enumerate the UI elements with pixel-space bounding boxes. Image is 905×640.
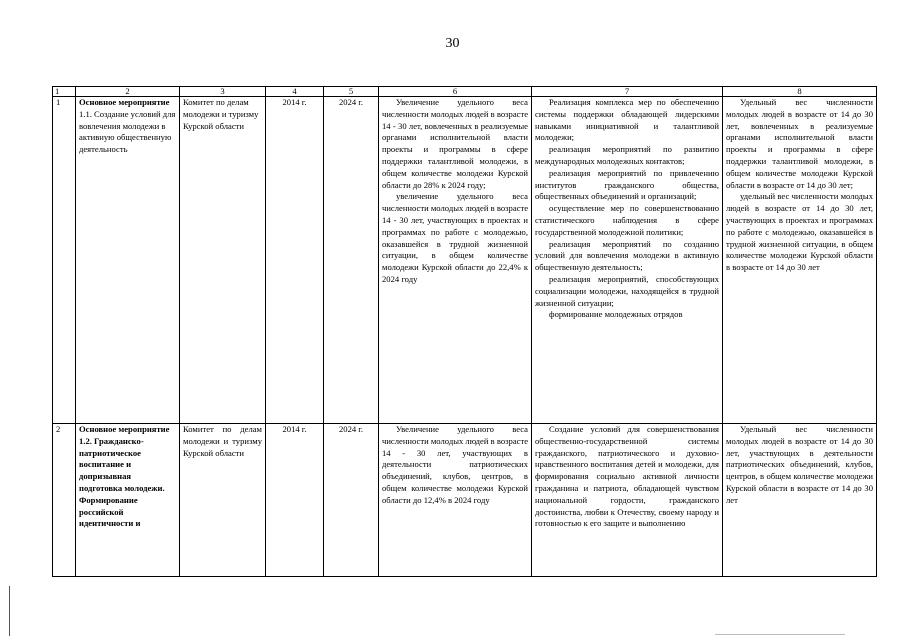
table-row: [53, 97, 877, 424]
indicator-paragraph: Удельный вес численности молодых людей в возрасте от 14 до 30 лет, участвующих в деятельности патриотических объединений, клубов, центров, в общем количестве молодежи Курской области в возрасте от 14 до 30 лет: [726, 424, 873, 505]
header-cell-2: 2: [76, 87, 180, 97]
activities-table: [52, 86, 877, 577]
header-cell-5: 5: [324, 87, 379, 97]
header-cell-6: 6: [379, 87, 532, 97]
start-year: 2014 г.: [266, 97, 324, 424]
activity-name-bold: Основное мероприятие: [79, 424, 170, 434]
direction-paragraph: Создание условий для совершенствования общественно-государственной системы гражданского, патриотического и духовно-нравственного воспитания детей и молодежи, для формирования социально активной личности гражданина и патриота, обладающей чувством национальной гордости, гражданского достоинства, любви к Отечеству, своему народу и готовностью к его защите и выполнению: [535, 424, 719, 529]
direction-paragraph: реализация мероприятий, способствующих социализации молодежи, находящейся в трудной жизненной ситуации;: [535, 273, 719, 308]
scan-margin-line: [9, 586, 10, 636]
indicators: [723, 424, 877, 577]
executor: Комитет по делам молодежи и туризму Курской области: [180, 97, 266, 424]
start-year: 2014 г.: [266, 424, 324, 577]
result-paragraph: Увеличение удельного веса численности молодых людей в возрасте 14 - 30 лет, вовлеченных в реализуемые органами исполнительной власти проекты и программы в сфере поддержки талантливой молодежи, в общем количестве молодежи Курской области до 28% к 2024 году;: [382, 97, 529, 190]
end-year: 2024 г.: [324, 97, 379, 424]
indicators: [723, 97, 877, 424]
result-paragraph: увеличение удельного веса численности молодых людей в возрасте 14 - 30 лет, участвующих в проектах и программах по работе с молодежью, оказавшейся в трудной жизненной ситуации, в общем количестве молодежи Курской области до 22,4% к 2024 году: [382, 191, 529, 284]
activity-name-text: 1.2. Гражданско-патриотическое воспитание и допризывная подготовка молодежи. Формирование российской идентичности и: [79, 435, 165, 529]
direction-paragraph: реализация мероприятий по созданию условий для вовлечения молодежи в активную общественную деятельность;: [535, 238, 719, 273]
header-cell-1: 1: [53, 87, 76, 97]
direction-paragraph: осуществление мер по совершенствованию статистического наблюдения в сфере государственной молодежной политики;: [535, 203, 719, 237]
activity-name-text: 1.1. Создание условий для вовлечения молодежи в активную общественную деятельность: [79, 108, 176, 155]
activity-name: [76, 424, 180, 577]
activity-name: [76, 97, 180, 424]
direction-paragraph: реализация мероприятий по привлечению институтов гражданского общества, общественных объединений и организаций;: [535, 167, 719, 202]
activity-name-bold: Основное мероприятие: [79, 97, 170, 107]
expected-result: [379, 97, 532, 424]
header-cell-8: 8: [723, 87, 877, 97]
header-cell-3: 3: [180, 87, 266, 97]
expected-result: [379, 424, 532, 577]
direction-paragraph: формирование молодежных отрядов: [549, 309, 683, 320]
indicator-paragraph: удельный вес численности молодых людей в возрасте от 14 до 30 лет, участвующих в проектах и программах по работе с молодежью, оказавшейся в трудной жизненной ситуации, в общем количестве молодежи Курской области в возрасте от 14 до 30 лет: [726, 191, 873, 273]
main-directions: [532, 97, 723, 424]
result-paragraph: Увеличение удельного веса численности молодых людей в возрасте 14 - 30 лет, участвующих в деятельности патриотических объединений, клубов, центров, в общем количестве молодежи Курской области до 12,4% в 2024 году: [382, 424, 529, 505]
table-row: [53, 424, 877, 577]
direction-paragraph: реализация мероприятий по развитию международных молодежных контактов;: [535, 144, 719, 166]
row-number: 1: [53, 97, 76, 424]
executor: Комитет по делам молодежи и туризму Курской области: [180, 424, 266, 577]
header-row: [53, 87, 877, 97]
direction-paragraph: Реализация комплекса мер по обеспечению системы поддержки обладающей лидерскими навыками инициативной и талантливой молодежи;: [535, 97, 719, 143]
scan-bottom-line: [715, 634, 845, 635]
main-directions: [532, 424, 723, 577]
page-number: 30: [445, 36, 460, 51]
header-cell-4: 4: [266, 87, 324, 97]
header-cell-7: 7: [532, 87, 723, 97]
end-year: 2024 г.: [324, 424, 379, 577]
row-number: 2: [53, 424, 76, 577]
indicator-paragraph: Удельный вес численности молодых людей в возрасте от 14 до 30 лет, вовлеченных в реализуемые органами исполнительной власти проекты и программы в сфере поддержки талантливой молодежи, в общем количестве молодежи Курской области в возрасте от 14 до 30 лет;: [726, 97, 873, 190]
